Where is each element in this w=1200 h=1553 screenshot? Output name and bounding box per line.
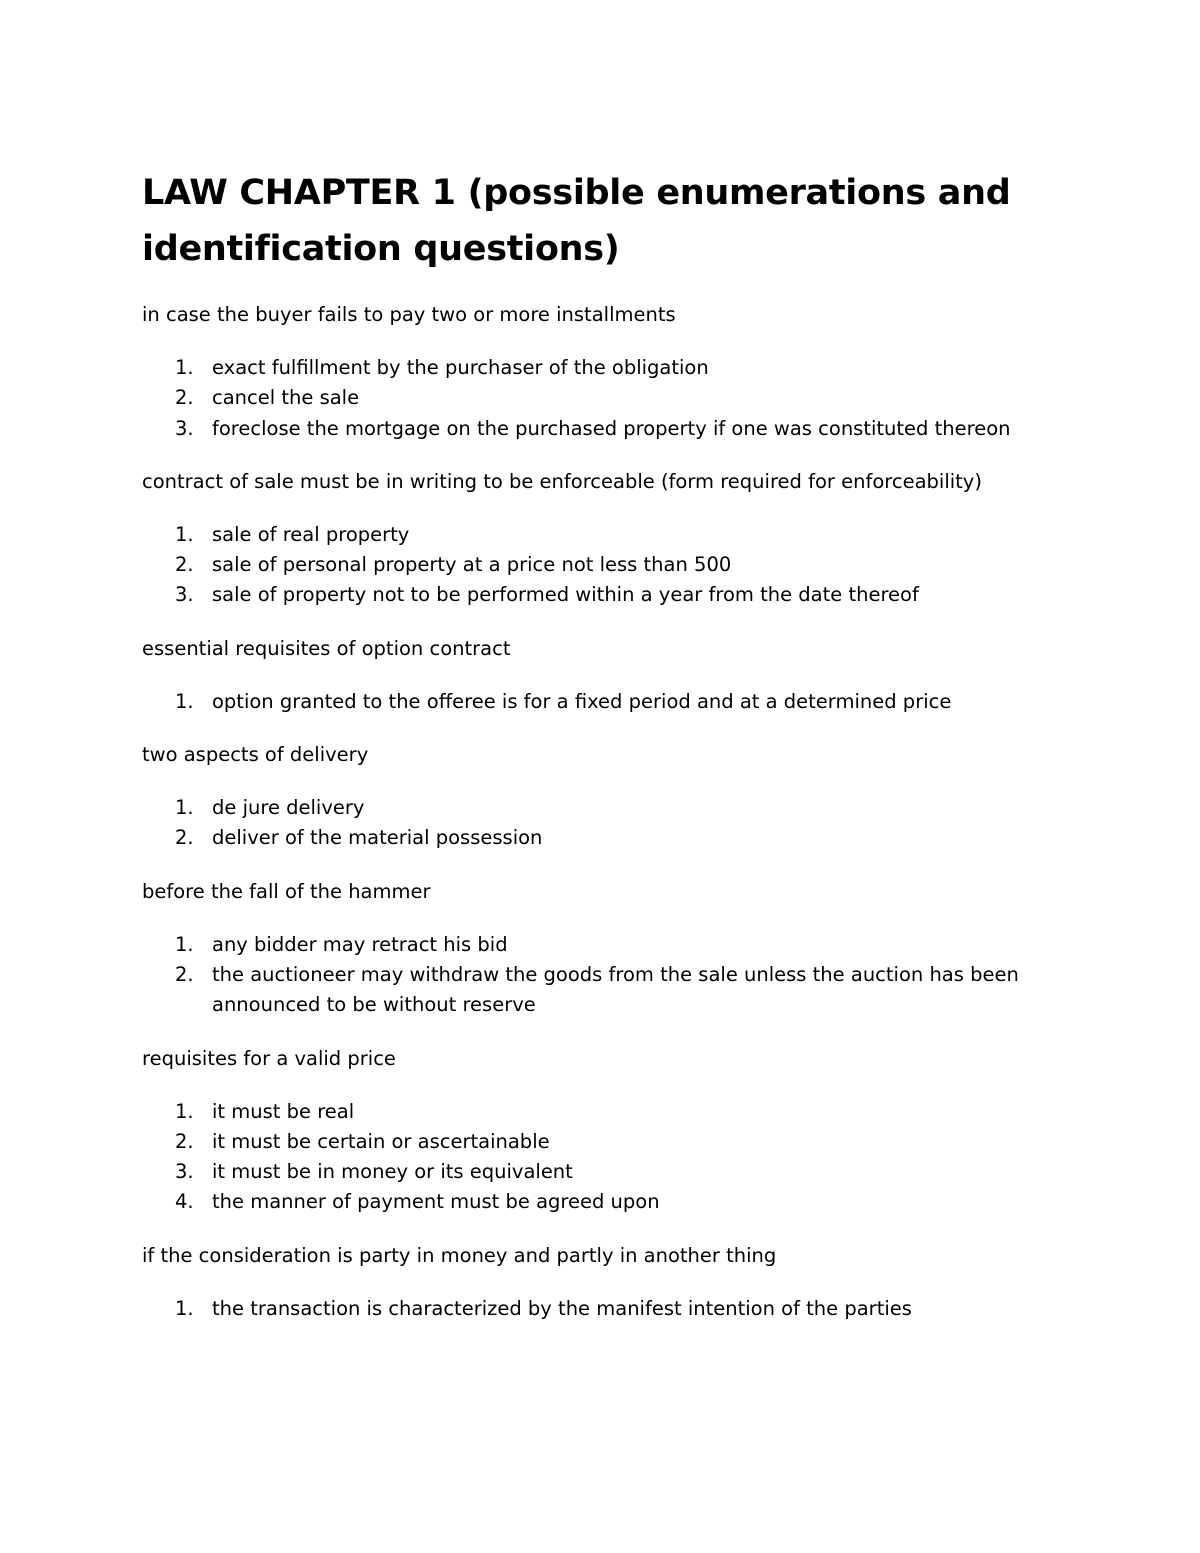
list-item (142, 793, 1062, 823)
list-item-text: sale of property not to be performed within a year from the date thereof (212, 583, 919, 607)
list-item (142, 1157, 1062, 1187)
list-item (142, 353, 1062, 383)
list-item-text: foreclose the mortgage on the purchased property if one was constituted thereon (212, 416, 1011, 440)
list-item-number: 1. (175, 356, 194, 379)
list-item-number: 3. (175, 583, 194, 607)
list-item-text: the transaction is characterized by the manifest intention of the parties (212, 1296, 912, 1320)
numbered-list (142, 353, 1062, 444)
list-item-text: the auctioneer may withdraw the goods from the sale unless the auction has been announced to be without reserve (212, 962, 1019, 1017)
list-item-text: option granted to the offeree is for a fixed period and at a determined price (212, 689, 952, 713)
list-item-number: 2. (175, 386, 194, 410)
enumeration-section (142, 1044, 1062, 1218)
list-item-number: 4. (175, 1190, 194, 1214)
list-item (142, 1097, 1062, 1127)
list-item-number: 2. (175, 962, 194, 986)
list-item (142, 1187, 1062, 1217)
list-item-number: 1. (175, 1296, 194, 1320)
enumeration-section (142, 877, 1062, 1021)
numbered-list (142, 520, 1062, 611)
list-item-text: exact fulfillment by the purchaser of the obligation (212, 356, 709, 379)
list-item-text: it must be real (212, 1099, 355, 1123)
list-item (142, 960, 1062, 1021)
section-heading: in case the buyer fails to pay two or more installments (142, 303, 676, 326)
list-item (142, 414, 1062, 444)
enumeration-section (142, 740, 1062, 854)
list-item (142, 930, 1062, 960)
list-item-text: sale of personal property at a price not less than 500 (212, 553, 732, 577)
document-page (142, 165, 1062, 1347)
enumeration-section (142, 300, 1062, 444)
list-item (142, 550, 1062, 580)
list-item-number: 1. (175, 522, 194, 546)
section-heading: requisites for a valid price (142, 1046, 396, 1070)
list-item-text: the manner of payment must be agreed upon (212, 1190, 660, 1214)
enumeration-section (142, 467, 1062, 611)
list-item-number: 1. (175, 1099, 194, 1123)
document-body (142, 300, 1062, 1324)
list-item-number: 2. (175, 826, 194, 850)
numbered-list (142, 687, 1062, 717)
list-item (142, 383, 1062, 413)
section-heading: before the fall of the hammer (142, 879, 431, 903)
section-heading: contract of sale must be in writing to be enforceable (form required for enforceability) (142, 469, 982, 493)
list-item (142, 520, 1062, 550)
section-heading: two aspects of delivery (142, 743, 369, 767)
numbered-list (142, 930, 1062, 1021)
list-item-number: 1. (175, 796, 194, 820)
numbered-list (142, 1097, 1062, 1218)
list-item-text: de jure delivery (212, 796, 365, 820)
numbered-list (142, 1294, 1062, 1324)
list-item-text: cancel the sale (212, 386, 360, 410)
list-item-number: 2. (175, 553, 194, 577)
list-item (142, 687, 1062, 717)
enumeration-section (142, 634, 1062, 717)
section-heading: if the consideration is party in money and partly in another thing (142, 1243, 777, 1267)
list-item-text: it must be in money or its equivalent (212, 1160, 573, 1184)
list-item-text: it must be certain or ascertainable (212, 1129, 550, 1153)
list-item (142, 580, 1062, 610)
section-heading: essential requisites of option contract (142, 636, 511, 660)
list-item (142, 823, 1062, 853)
list-item-number: 1. (175, 689, 194, 713)
enumeration-section (142, 1241, 1062, 1324)
list-item-number: 1. (175, 932, 194, 956)
document-title: LAW CHAPTER 1 (possible enumerations and identification questions) (142, 173, 1011, 269)
list-item (142, 1127, 1062, 1157)
list-item-number: 3. (175, 1160, 194, 1184)
list-item-text: any bidder may retract his bid (212, 932, 508, 956)
list-item-text: sale of real property (212, 522, 410, 546)
list-item (142, 1294, 1062, 1324)
list-item-number: 3. (175, 416, 194, 440)
list-item-text: deliver of the material possession (212, 826, 543, 850)
numbered-list (142, 793, 1062, 854)
list-item-number: 2. (175, 1129, 194, 1153)
